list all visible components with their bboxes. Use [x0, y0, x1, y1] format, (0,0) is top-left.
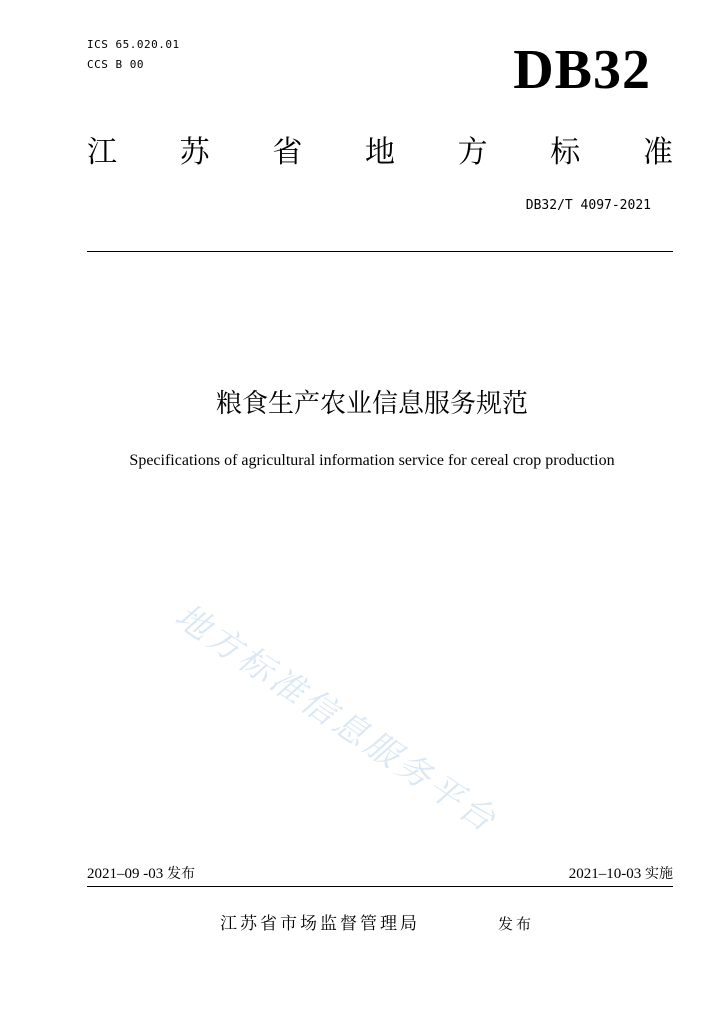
- standard-number: DB32/T 4097-2021: [525, 198, 651, 213]
- document-title-chinese: 粮食生产农业信息服务规范: [215, 389, 528, 419]
- issue-date: [87, 864, 195, 884]
- standard-type-char: 地: [364, 135, 395, 170]
- issue-date-label: 发布: [167, 866, 195, 882]
- issuing-authority: 江苏省市场监督管理局: [220, 914, 420, 934]
- issuing-action: 发布: [498, 915, 535, 933]
- standard-type-char: 省: [272, 135, 303, 170]
- top-divider: [87, 251, 673, 252]
- implement-date: [569, 864, 673, 884]
- standard-type-char: 标: [550, 135, 581, 170]
- ccs-code: CCS B 00: [87, 58, 144, 71]
- standard-type-char: 准: [642, 135, 673, 170]
- standard-type-char: 方: [457, 135, 488, 170]
- watermark: 地方标准信息服务平台: [167, 596, 506, 842]
- issue-date-value: 2021–09 -03: [87, 866, 164, 882]
- standard-code-logo: DB32: [513, 39, 651, 101]
- standard-type-heading: [87, 133, 673, 173]
- ics-code: ICS 65.020.01: [87, 38, 180, 51]
- implement-date-label: 实施: [645, 866, 673, 882]
- bottom-divider: [87, 886, 673, 887]
- standard-type-char: 江: [87, 135, 117, 170]
- implement-date-value: 2021–10-03: [568, 866, 642, 882]
- standard-type-char: 苏: [179, 135, 210, 170]
- document-title-english: Specifications of agricultural information service for cereal crop production: [129, 452, 615, 469]
